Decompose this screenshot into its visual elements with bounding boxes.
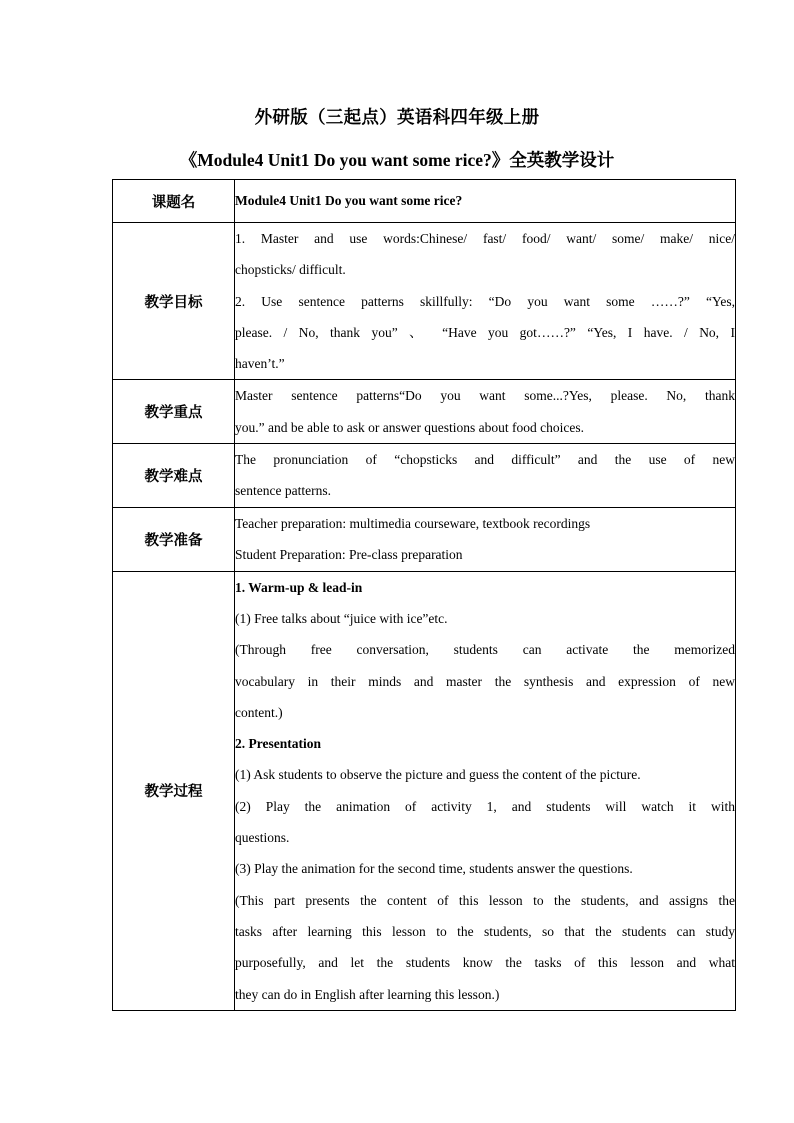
section-heading: 2. Presentation [235,736,321,752]
row-content-difficulties [235,444,736,508]
text-line: purposefully, and let the students know the tasks of this lesson and what [235,955,735,971]
text-line: you.” and be able to ask or answer questions about food choices. [235,419,585,435]
text-line: haven’t.” [235,356,285,372]
text-line: Teacher preparation: multimedia courseware, textbook recordings [235,515,591,531]
lesson-plan-table [112,179,736,1011]
row-content-key-points [235,380,736,444]
text-line: they can do in English after learning this lesson.) [235,986,500,1002]
row-label-procedure: 教学过程 [113,571,235,1010]
text-line: sentence patterns. [235,483,331,499]
text-line: content.) [235,704,283,720]
text-line: (1) Free talks about “juice with ice”etc. [235,610,448,626]
text-line: (3) Play the animation for the second time, students answer the questions. [235,861,633,877]
row-content-topic [235,180,736,223]
row-label-key-points: 教学重点 [113,380,235,444]
table-row [113,180,736,223]
text-line: (Through free conversation, students can activate the memorized [235,642,735,658]
row-label-difficulties: 教学难点 [113,444,235,508]
text-line: chopsticks/ difficult. [235,262,346,278]
row-content-objectives [235,223,736,380]
row-label-preparation: 教学准备 [113,507,235,571]
text-line: 1. Master and use words:Chinese/ fast/ food/ want/ some/ make/ nice/ [235,231,735,246]
text-line: (2) Play the animation of activity 1, and students will watch it with [235,798,735,814]
table-row [113,507,736,571]
row-content-preparation [235,507,736,571]
table-row [113,380,736,444]
text-line: Student Preparation: Pre-class preparation [235,547,463,563]
document-title: 外研版（三起点）英语科四年级上册 [254,107,540,127]
table-row [113,444,736,508]
row-label-objectives: 教学目标 [113,223,235,380]
text-line: vocabulary in their minds and master the synthesis and expression of new [235,673,735,689]
row-label-topic: 课题名 [113,180,235,223]
row-content-procedure [235,571,736,1010]
section-heading: 1. Warm-up & lead-in [235,579,363,595]
table-row [113,223,736,380]
text-line: 2. Use sentence patterns skillfully: “Do you want some ……?” “Yes, [235,293,735,309]
text-line: Master sentence patterns“Do you want some...?Yes, please. No, thank [235,388,735,404]
table-row [113,571,736,1010]
lesson-title: 《Module4 Unit1 Do you want some rice?》全英教学设计 [179,150,615,170]
text-line: questions. [235,830,290,846]
text-line: tasks after learning this lesson to the students, so that the students can study [235,923,735,939]
text-line: (This part presents the content of this lesson to the students, and assigns the [235,892,735,908]
text-line: The pronunciation of “chopsticks and difficult” and the use of new [235,452,735,468]
text-line: Module4 Unit1 Do you want some rice? [235,193,463,209]
text-line: please. / No, thank you” 、 “Have you got……?” “Yes, I have. / No, I [235,324,735,340]
text-line: (1) Ask students to observe the picture and guess the content of the picture. [235,767,641,783]
